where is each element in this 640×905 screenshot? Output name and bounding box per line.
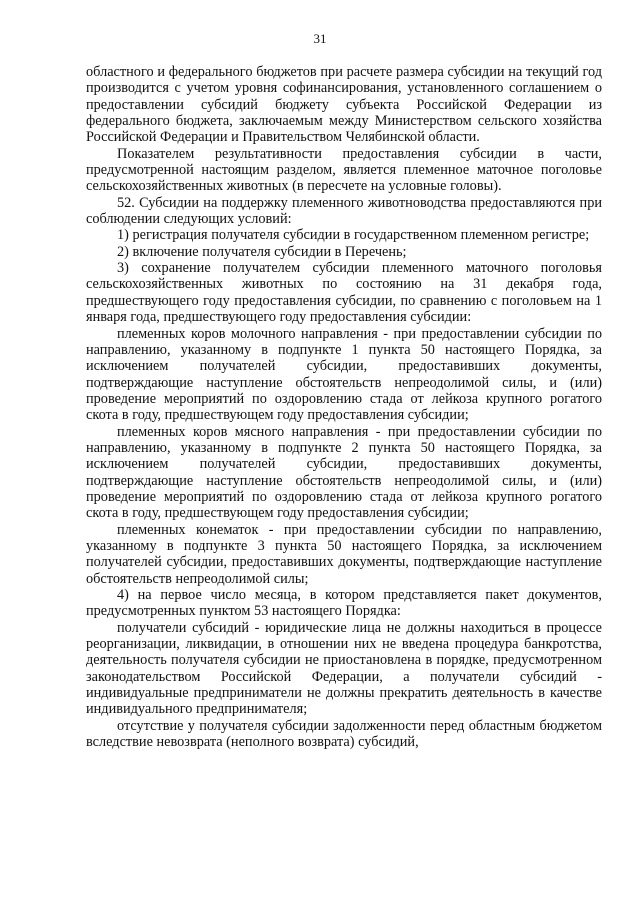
- paragraph: племенных конематок - при предоставлении субсидии по направлению, указанному в подпункте 3 пункта 50 настоящего Порядка, за исключением получателей субсидии, предоставивших документы, подтверждающие наступление обстоятельств непреодолимой силы;: [86, 521, 602, 587]
- paragraph: Показателем результативности предоставления субсидии в части, предусмотренной настоящим разделом, является племенное маточное поголовье сельскохозяйственных животных (в пересчете на условные головы).: [86, 145, 602, 195]
- document-body: [86, 64, 602, 750]
- paragraph: 3) сохранение получателем субсидии племенного маточного поголовья сельскохозяйственных животных по состоянию на 31 декабря года, предшествующего году предоставления субсидии, по сравнению с поголовьем на 1 января года, предшествующего году предоставления субсидии:: [86, 260, 602, 326]
- paragraph: 1) регистрация получателя субсидии в государственном племенном регистре;: [117, 227, 590, 244]
- paragraph: отсутствие у получателя субсидии задолженности перед областным бюджетом вследствие невозврата (неполного возврата) субсидий,: [86, 717, 602, 751]
- paragraph: племенных коров мясного направления - при предоставлении субсидии по направлению, указанному в подпункте 2 пункта 50 настоящего Порядка, за исключением получателей субсидии, предоставивших документы, подтверждающие наступление обстоятельств непреодолимой силы, и (или) проведение мероприятий по оздоровлению стада от лейкоза крупного рогатого скота в году, предшествующем году предоставления субсидии;: [86, 423, 602, 522]
- paragraph: областного и федерального бюджетов при расчете размера субсидии на текущий год производится с учетом уровня софинансирования, установленного соглашением о предоставлении субсидий бюджету субъекта Российской Федерации из федерального бюджета, заключаемым между Министерством сельского хозяйства Российской Федерации и Правительством Челябинской области.: [86, 64, 602, 146]
- paragraph: получатели субсидий - юридические лица не должны находиться в процессе реорганизации, ликвидации, в отношении них не введена процедура банкротства, деятельность получателя субсидии не приостановлена в порядке, предусмотренном законодательством Российской Федерации, а получатели субсидий - индивидуальные предприниматели не должны прекратить деятельность в качестве индивидуального предпринимателя;: [86, 619, 602, 718]
- paragraph: 4) на первое число месяца, в котором представляется пакет документов, предусмотренных пунктом 53 настоящего Порядка:: [86, 587, 602, 620]
- paragraph: племенных коров молочного направления - при предоставлении субсидии по направлению, указанному в подпункте 1 пункта 50 настоящего Порядка, за исключением получателей субсидии, предоставивших документы, подтверждающие наступление обстоятельств непреодолимой силы, и (или) проведение мероприятий по оздоровлению стада от лейкоза крупного рогатого скота в году, предшествующем году предоставления субсидии;: [86, 325, 602, 424]
- page-number: 31: [313, 31, 327, 46]
- paragraph: 52. Субсидии на поддержку племенного животноводства предоставляются при соблюдении следующих условий:: [86, 194, 602, 228]
- paragraph: 2) включение получателя субсидии в Перечень;: [117, 243, 407, 260]
